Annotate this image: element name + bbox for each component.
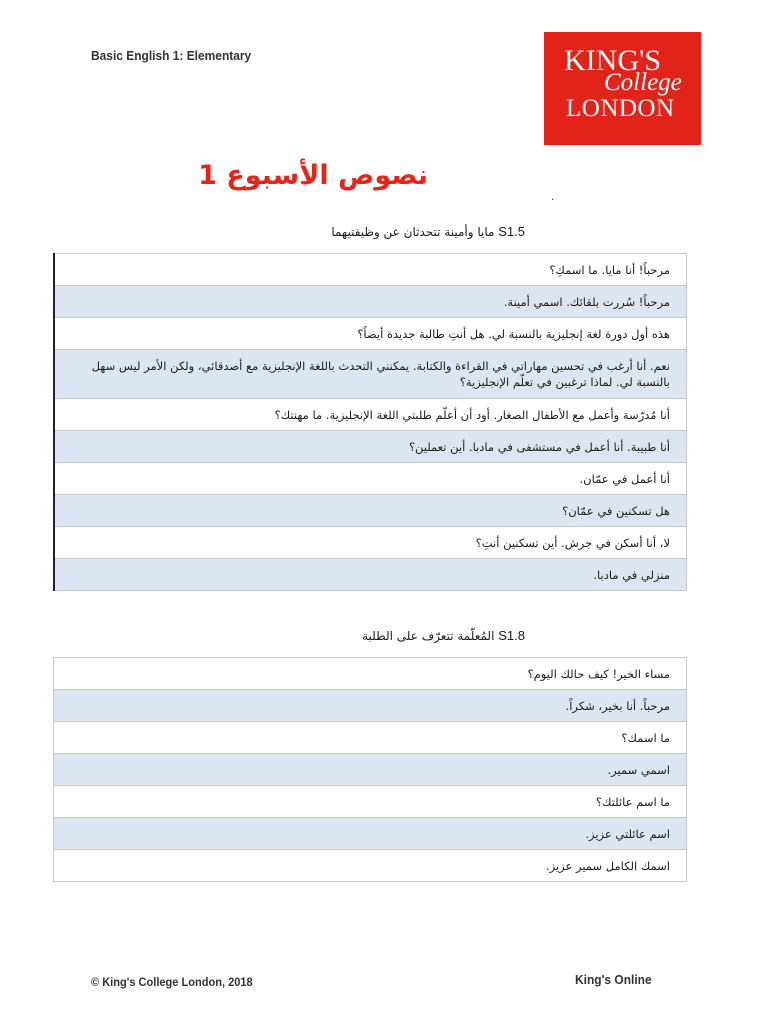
logo-line-london: LONDON xyxy=(566,95,675,122)
dialogue-line: هل تسكنين في عمّان؟ xyxy=(54,495,687,527)
dialogue-line: مرحباً! أنا مايا. ما اسمكِ؟ xyxy=(54,254,687,286)
table-row xyxy=(54,690,687,722)
dialogue-line: اسم عائلتي عزيز. xyxy=(54,818,687,850)
table-row xyxy=(54,350,687,399)
dialogue-line: اسمي سمير. xyxy=(54,754,687,786)
table-row xyxy=(54,286,687,318)
dialogue-line: أنا مُدرّسة وأعمل مع الأطفال الصغار. أود أن أعلّم طلبتي اللغة الإنجليزية. ما مهنتك؟ xyxy=(54,399,687,431)
logo-line-college: College xyxy=(604,69,682,96)
dialogue-line: مرحباً! سُررت بلقائك. اسمي أمينة. xyxy=(54,286,687,318)
table-row xyxy=(54,786,687,818)
dialogue-line: اسمك الكامل سمير عزيز. xyxy=(54,850,687,882)
dialogue-line: لا، أنا أسكن في جرش. أين تسكنين أنتِ؟ xyxy=(54,527,687,559)
table-row xyxy=(54,658,687,690)
dialogue-line: منزلي في مادبا. xyxy=(54,559,687,591)
section-code: S1.8 xyxy=(498,628,525,643)
dialogue-line: نعم. أنا أرغب في تحسين مهاراتي في القراءة والكتابة. يمكنني التحدث باللغة الإنجليزية مع أصدقائي، ولكن الأمر ليس سهل بالنسبة لي. لماذا ترغبين في تعلّم الإنجليزية؟ xyxy=(54,350,687,399)
table-row xyxy=(54,254,687,286)
section-code: S1.5 xyxy=(498,224,525,239)
table-row xyxy=(54,818,687,850)
table-row xyxy=(54,559,687,591)
course-title: Basic English 1: Elementary xyxy=(91,48,252,63)
stray-dot: . xyxy=(551,192,555,203)
table-row xyxy=(54,431,687,463)
table-row xyxy=(54,495,687,527)
table-row xyxy=(54,850,687,882)
page-title: نصوص الأسبوع 1 xyxy=(198,160,428,191)
table-row xyxy=(54,318,687,350)
dialogue-line: أنا طبيبة. أنا أعمل في مستشفى في مادبا. أين تعملين؟ xyxy=(54,431,687,463)
footer-brand: King's Online xyxy=(575,972,652,987)
table-row xyxy=(54,754,687,786)
dialogue-line: مساء الخير! كيف حالك اليوم؟ xyxy=(54,658,687,690)
table-row xyxy=(54,463,687,495)
section-heading-s1-5 xyxy=(331,224,525,239)
dialogue-line: مرحباً. أنا بخير، شكراً. xyxy=(54,690,687,722)
kings-college-logo xyxy=(544,32,701,145)
section-heading-text: مايا وأمينة تتحدثان عن وظيفتيهما xyxy=(331,225,495,239)
dialogue-line: أنا أعمل في عمّان. xyxy=(54,463,687,495)
table-row xyxy=(54,527,687,559)
logo-line-kings: KING'S xyxy=(564,44,662,77)
section-heading-s1-8 xyxy=(362,628,525,643)
table-row xyxy=(54,399,687,431)
dialogue-line: هذه أول دورة لغة إنجليزية بالنسبة لي. هل أنتِ طالبة جديدة أيضاً؟ xyxy=(54,318,687,350)
dialogue-table-s1-8 xyxy=(53,657,687,882)
copyright-notice: © King's College London, 2018 xyxy=(91,975,253,989)
section-heading-text: المُعلّمة تتعرّف على الطلبة xyxy=(362,629,495,643)
dialogue-line: ما اسم عائلتك؟ xyxy=(54,786,687,818)
dialogue-table-s1-5 xyxy=(53,253,687,591)
dialogue-line: ما اسمك؟ xyxy=(54,722,687,754)
table-row xyxy=(54,722,687,754)
